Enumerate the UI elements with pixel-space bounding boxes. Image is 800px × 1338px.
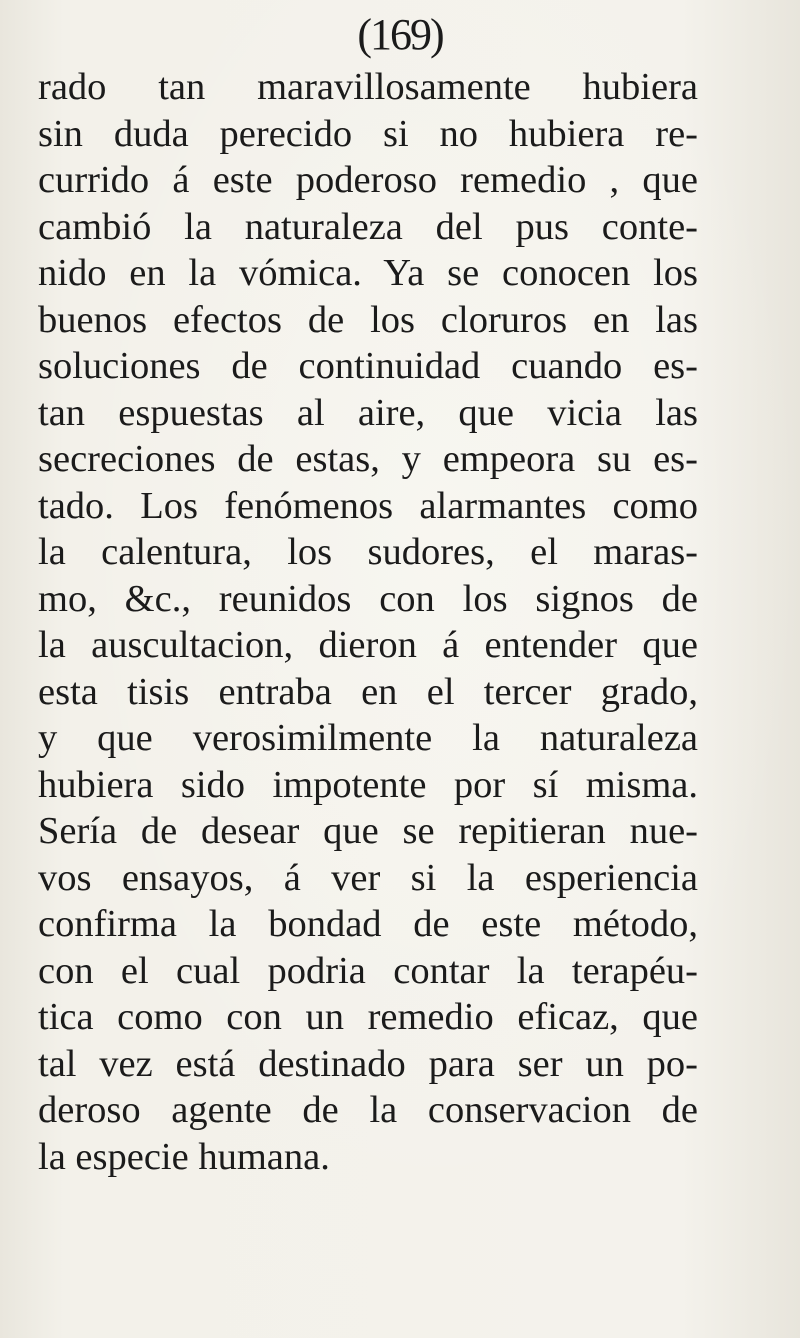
text-line: Sería de desear que se repitieran nue- bbox=[38, 810, 698, 852]
text-line: sin duda perecido si no hubiera re- bbox=[38, 112, 698, 155]
page-number: (169) bbox=[357, 10, 443, 59]
text-line: soluciones de continuidad cuando es- bbox=[38, 345, 698, 387]
text-line: buenos efectos de los cloruros en las bbox=[38, 298, 698, 341]
text-line: secreciones de estas, y empeora su es- bbox=[38, 438, 698, 480]
text-line: tan espuestas al aire, que vicia las bbox=[38, 391, 698, 434]
text-line: hubiera sido impotente por sí misma. bbox=[38, 763, 698, 806]
text-line: currido á este poderoso remedio , que bbox=[38, 159, 698, 201]
text-line: mo, &c., reunidos con los signos de bbox=[38, 577, 698, 620]
text-line: nido en la vómica. Ya se conocen los bbox=[38, 252, 698, 294]
text-line: con el cual podria contar la terapéu- bbox=[38, 949, 698, 992]
text-line: esta tisis entraba en el tercer grado, bbox=[38, 670, 698, 713]
text-line: la auscultacion, dieron á entender que bbox=[38, 624, 698, 666]
body-text bbox=[38, 64, 698, 1180]
text-line: deroso agente de la conservacion de bbox=[38, 1089, 698, 1131]
text-line: confirma la bondad de este método, bbox=[38, 903, 698, 945]
text-line-last: la especie humana. bbox=[38, 1135, 330, 1178]
text-line: y que verosimilmente la naturaleza bbox=[38, 717, 698, 759]
text-line: cambió la naturaleza del pus conte- bbox=[38, 205, 698, 248]
text-line: la calentura, los sudores, el maras- bbox=[38, 531, 698, 573]
text-line: tica como con un remedio eficaz, que bbox=[38, 996, 698, 1038]
text-line: tal vez está destinado para ser un po- bbox=[38, 1042, 698, 1085]
text-line: vos ensayos, á ver si la esperiencia bbox=[38, 856, 698, 899]
text-line: tado. Los fenómenos alarmantes como bbox=[38, 484, 698, 527]
text-line: rado tan maravillosamente hubiera bbox=[38, 66, 698, 108]
